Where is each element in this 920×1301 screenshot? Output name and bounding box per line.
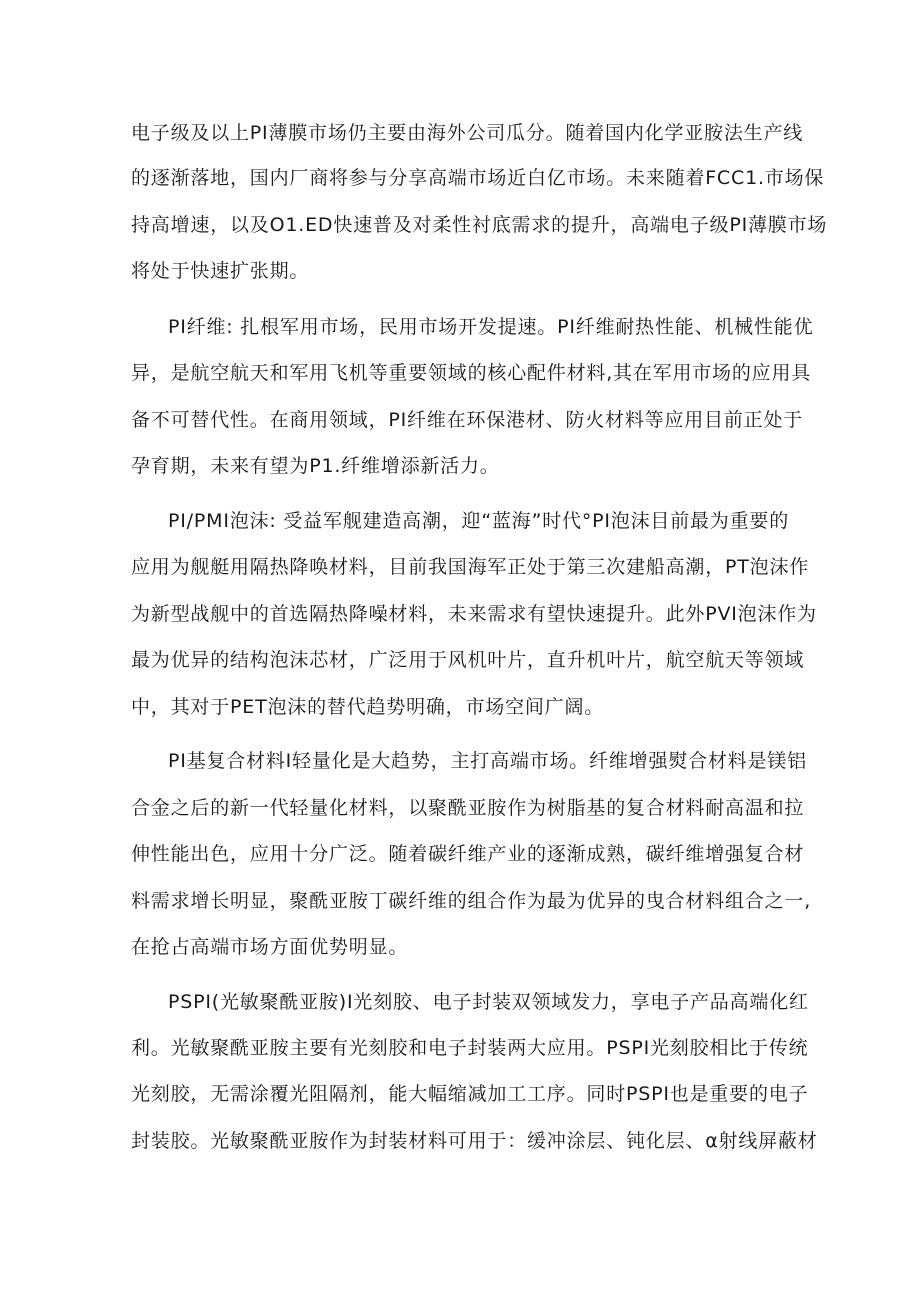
text-line: 封装胶。光敏聚酰亚胺作为封装材料可用于：缓冲涂层、钝化层、α射线屏蔽材: [131, 1130, 818, 1152]
paragraph-heading-line: PI/PMI泡沫: 受益军舰建造高潮，迎“蓝海”时代°PI泡沫目前最为重要的: [168, 510, 790, 532]
text-line: 持高增速，以及O1.ED快速普及对柔性衬底需求的提升，高端电子级PI薄膜市场: [131, 214, 828, 236]
text-line: 孕育期，未来有望为P1.纤维增添新活力。: [131, 455, 500, 477]
paragraph-heading-line: PSPI(光敏聚酰亚胺)I光刻胶、电子封装双领域发力，享电子产品高端化红: [168, 991, 809, 1013]
text-line: 的逐渐落地，国内厂商将参与分享高端市场近白亿市场。未来随着FCC1.市场保: [131, 167, 825, 189]
text-line: 合金之后的新一代轻量化材料，以聚酰亚胺作为树脂基的复合材料耐高温和拉: [131, 797, 805, 819]
text-line: 利。光敏聚酰亚胺主要有光刻胶和电子封装两大应用。PSPI光刻胶相比于传统: [131, 1037, 809, 1059]
text-line: 最为优异的结构泡沫芯材，广泛用于风机叶片，直升机叶片，航空航天等领域: [131, 649, 805, 671]
text-line: 将处于快速扩张期。: [131, 260, 310, 282]
text-line: 为新型战舰中的首选隔热降噪材料，未来需求有望快速提升。此外PVI泡沫作为: [131, 603, 817, 625]
text-line: 中，其对于PET泡沫的替代趋势明确，市场空间广阔。: [131, 696, 605, 718]
paragraph-heading-line: PI纤维: 扎根军用市场，民用市场开发提速。PI纤维耐热性能、机械性能优: [168, 316, 814, 338]
text-line: 伸性能出色，应用十分广泛。随着碳纤维产业的逐渐成熟，碳纤维增强复合材: [131, 843, 805, 865]
text-line: 料需求增长明显，聚酰亚胺丁碳纤维的组合作为最为优异的曳合材料组合之一,: [131, 890, 812, 912]
text-line: 备不可替代性。在商用领域，PI纤维在环保港材、防火材料等应用目前正处于: [131, 409, 804, 431]
text-line: 在抢占高端市场方面优势明显。: [131, 936, 409, 958]
text-line: 光刻胶，无需涂覆光阻隔剂，能大幅缩减加工工序。同时PSPI也是重要的电子: [131, 1083, 809, 1105]
text-line: 电子级及以上PI薄膜市场仍主要由海外公司瓜分。随着国内化学亚胺法生产线: [131, 122, 804, 144]
paragraph-heading-line: PI基复合材料I轻量化是大趋势，主打高端市场。纤维增强熨合材料是镁铝: [168, 750, 807, 772]
text-line: 异，是航空航天和军用飞机等重要领域的核心配件材料,其在军用市场的应用具: [131, 362, 812, 384]
text-line: 应用为舰艇用隔热降唤材料，目前我国海军正处于第三次建船高潮，PT泡沫作: [131, 556, 810, 578]
